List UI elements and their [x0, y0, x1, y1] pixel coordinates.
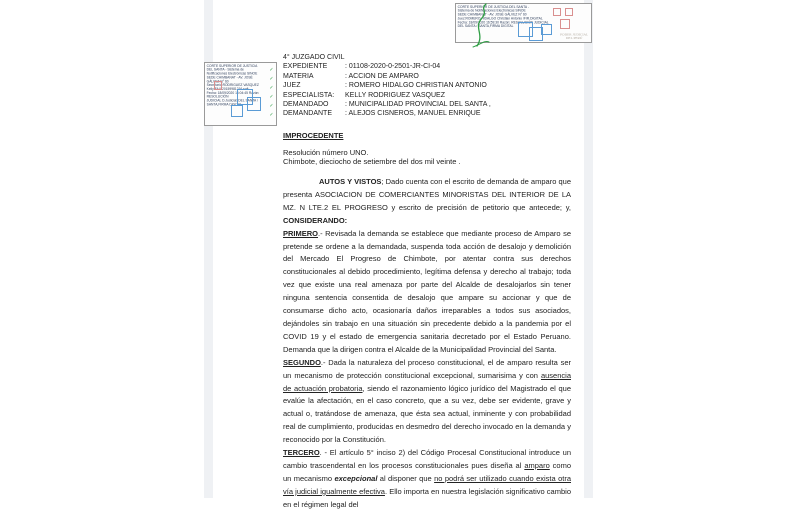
- paragraph-tercero: TERCERO. - El artículo 5° inciso 2) del Código Procesal Constitucional introduce un cambio trascendental en los procesos constitucionales pues diseña al amparo como un mecanismo excepcional al disponer que no podrá ser utilizado cuando exista otra vía judicial igualmente efectiva. Ello importa en nuestra legislación significativo cambio en el régimen legal del: [283, 448, 571, 509]
- resolution-lines: [283, 148, 571, 167]
- signature-frame-icon: [247, 97, 261, 111]
- stamp-text: CORTE SUPERIOR DE JUSTICIA DEL SANTA - Sistema de Notificaciones Electrónicas SINOE SEDE CHIMBANAT - AV. JOSÉ GÁLVEZ N° 60 Secretario:RODRIGUEZ VASQUEZ Kelly FAU 20159981216 soft Fecha: 18/09/2020 16:04:45 Razón: RESOLUCIÓN JUDICIAL D.Judicial: DEL SANTA / SANTA,FIRMA DIGITAL: [206, 64, 260, 107]
- signature-frame-icon: [214, 81, 222, 90]
- case-field-demandante: DEMANDANTE : ALEJOS CISNEROS, MANUEL ENRIQUE: [283, 110, 481, 118]
- signature-check-icon: ✓ ✓ ✓ ✓ ✓ ✓: [269, 67, 274, 118]
- ruling-label: IMPROCEDENTE: [283, 130, 344, 140]
- document-body: [283, 53, 571, 512]
- case-field-juez: JUEZ : ROMERO HIDALGO CHRISTIAN ANTONIO: [283, 82, 487, 90]
- paragraph-autos-y-vistos: AUTOS Y VISTOS; Dado cuenta con el escrito de demanda de amparo que presenta ASOCIACION DE COMERCIANTES MINORISTAS DEL INTERIOR DE LA MZ. N LTE.2 EL PROGRESO y escrito de precisión de petitorio que antecede; y, CONSIDERANDO:: [283, 177, 571, 225]
- poder-judicial-logotext: PODER JUDICIAL DEL PERÚ: [559, 32, 588, 40]
- court-name: 4° JUZGADO CIVIL: [283, 54, 345, 61]
- court-header: [283, 53, 571, 119]
- sinoe-stamp-secretary: [204, 62, 277, 126]
- page-edge-shadow-right: [584, 0, 593, 498]
- sinoe-stamp-judge: [455, 3, 592, 43]
- resolution-number: Resolución número UNO.: [283, 147, 369, 157]
- resolution-date: Chimbote, dieciocho de setiembre del dos mil veinte .: [283, 157, 461, 167]
- case-field-expediente: EXPEDIENTE : 01108-2020-0-2501-JR-CI-04: [283, 63, 441, 71]
- signature-frame-icon: [565, 8, 573, 16]
- paragraph-segundo: SEGUNDO.- Dada la naturaleza del proceso constitucional, el de amparo resulta ser un mecanismo de protección constitucional excepcional, sumarisima y con ausencia de actuación probatoria, siendo el razonamiento lógico jurídico del Magistrado el que evalúe la afectación, en el caso concreto, que a su vez, debe ser evidente, grave y actual o, tratándose de amenaza, que ésta sea actual, inminente y con probabilidad real de cumplimiento, producidas en desmedro del derecho invocado en la demanda y reconocido por la Constitución.: [283, 357, 572, 445]
- stamp-text: CORTE SUPERIOR DE JUSTICIA DEL SANTA - Sistema de Notificaciones Electrónicas SINOE SEDE CHIMBANAT - AV. JOSÉ GÁLVEZ N° 60 Juez:ROMERO HIDALGO Christian Antonio /FIR.DIGITAL Fecha: 18/09/2020 16:59:30 Razón: RESOLUCIÓN JUDICIAL DEL SANTA / SANTA,FIRMA DIGITAL: [457, 5, 549, 29]
- signature-frame-icon: [553, 8, 561, 16]
- case-field-demandado: DEMANDADO : MUNICIPALIDAD PROVINCIAL DEL SANTA ,: [283, 101, 491, 109]
- signature-frame-icon: [231, 105, 243, 117]
- case-field-especialista: ESPECIALISTA: KELLY RODRIGUEZ VASQUEZ: [283, 91, 445, 99]
- case-field-materia: MATERIA : ACCION DE AMPARO: [283, 72, 419, 80]
- paragraph-primero: PRIMERO.- Revisada la demanda se establece que mediante proceso de Amparo se pretende se ordene a la demandada, suspenda toda acción de desalojo y demolición del Mercado El Progreso de Chimbote, por atentar contra sus derechos constitucionales al debido procedimiento, legítima defensa y derecho al trabajo; toda vez que existe una real amenaza por parte del Alcalde de desalojarlos sin tener ninguna sentencia consentida de desalojo que ampare su accionar y que de consumarse dicho acto, ocasionaría daños irreparables a todos sus asociados, dejándoles sin trabajo en una situación sin precedente debido a la pandemia por el COVID 19 y el estado de emergencia sanitaria decretado por el Estado Peruano. Demanda que la dirigen contra el Alcalde de la Municipalidad Provincial del Santa.: [283, 228, 571, 354]
